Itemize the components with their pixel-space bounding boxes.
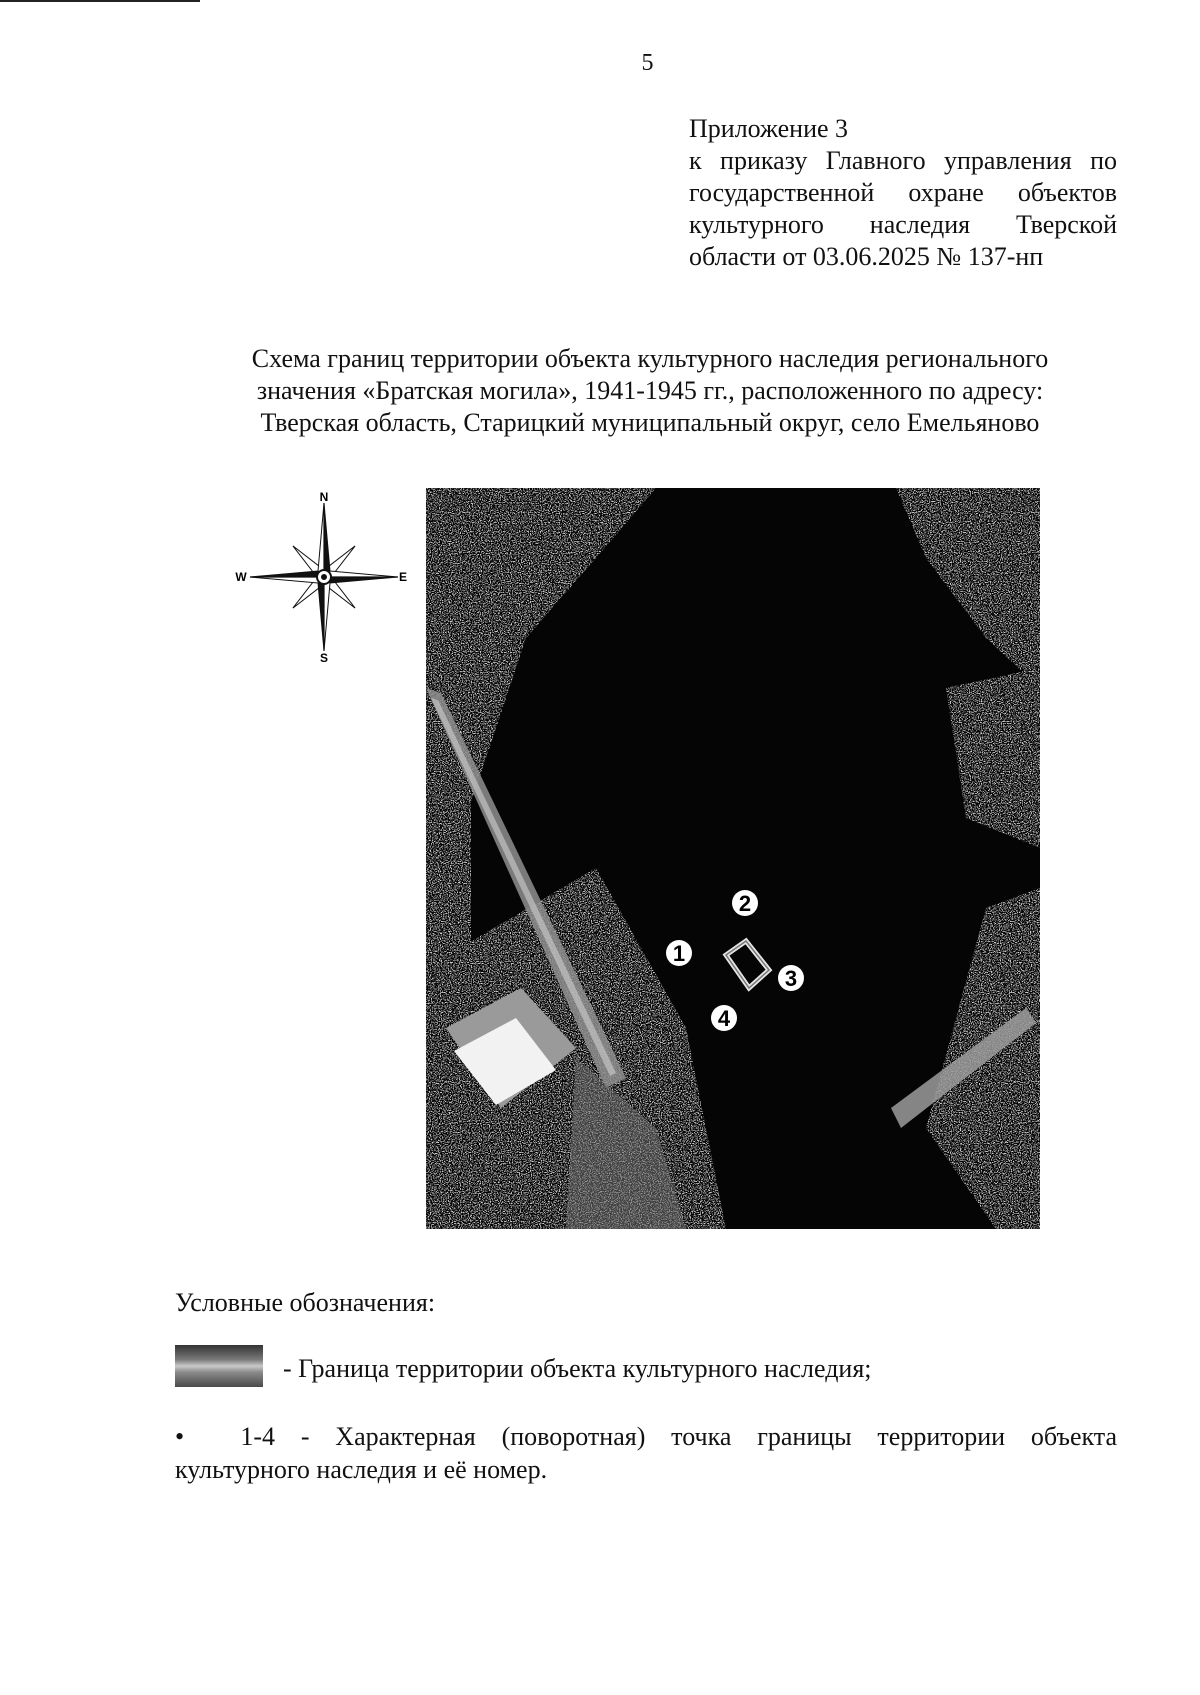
map-canvas <box>426 488 1040 1229</box>
scan-edge-line <box>0 0 200 2</box>
title-line-3: Тверская область, Старицкий муниципальный округ, село Емельяново <box>260 408 1040 437</box>
document-title <box>150 343 1150 439</box>
point-label-1: 1 <box>672 941 686 966</box>
compass-s-label: S <box>319 651 329 665</box>
boundary-point-1 <box>666 940 692 966</box>
compass-rose-icon <box>234 490 414 665</box>
page-number: 5 <box>641 50 654 76</box>
boundary-legend-swatch <box>175 1345 263 1387</box>
appendix-line-2: к приказу Главного управления по <box>689 146 1117 175</box>
point-legend-text-1: - Характерная (поворотная) точка границы территории объекта <box>300 1422 1117 1451</box>
boundary-point-3 <box>778 965 804 991</box>
point-label-4: 4 <box>717 1006 731 1031</box>
point-legend-text-2: культурного наследия и её номер. <box>175 1455 548 1484</box>
boundary-legend-text: - Граница территории объекта культурного наследия; <box>283 1354 872 1383</box>
point-legend <box>175 1420 1117 1486</box>
appendix-line-4: культурного наследия Тверской <box>689 210 1117 239</box>
point-legend-line-1 <box>175 1420 1117 1453</box>
appendix-line-3: государственной охране объектов <box>689 178 1117 207</box>
legend-heading: Условные обозначения: <box>175 1288 436 1317</box>
appendix-header <box>689 113 1117 273</box>
point-label-2: 2 <box>738 891 752 916</box>
compass-e-label: E <box>398 570 408 584</box>
boundary-point-2 <box>732 890 758 916</box>
point-legend-key: 1-4 <box>240 1422 275 1451</box>
point-label-3: 3 <box>784 966 798 991</box>
bullet-icon: • <box>175 1422 185 1451</box>
appendix-line-1: Приложение 3 <box>689 114 849 143</box>
appendix-line-5: области от 03.06.2025 № 137-нп <box>689 242 1044 271</box>
compass-n-label: N <box>319 490 329 504</box>
satellite-map <box>426 488 1040 1229</box>
compass-w-label: W <box>235 570 247 584</box>
title-line-1: Схема границ территории объекта культурного наследия регионального <box>251 344 1049 373</box>
title-line-2: значения «Братская могила», 1941-1945 гг., расположенного по адресу: <box>256 376 1044 405</box>
boundary-point-4 <box>711 1005 737 1031</box>
